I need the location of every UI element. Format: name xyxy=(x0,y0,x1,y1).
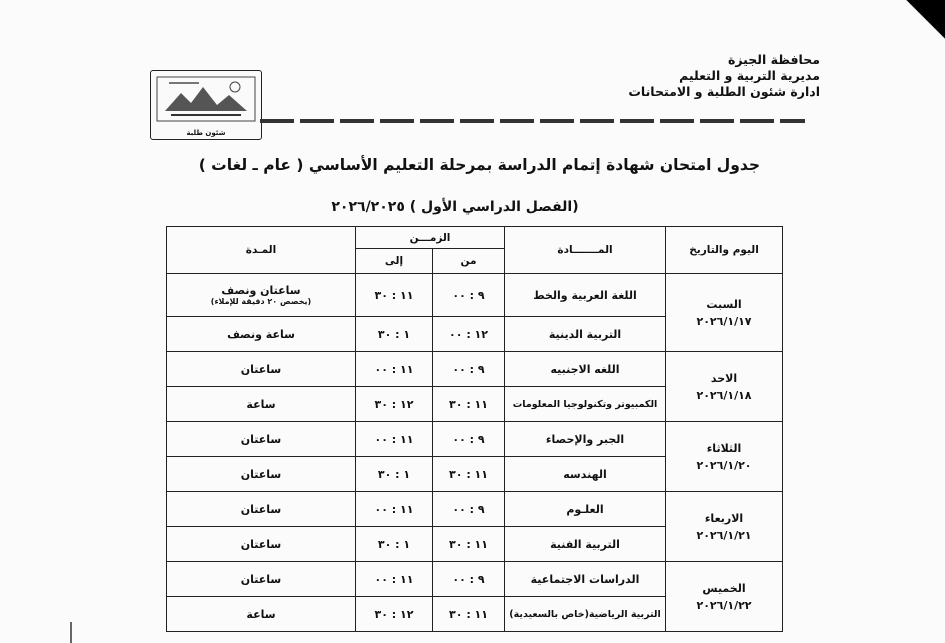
header-line: محافظة الجيزة xyxy=(728,52,820,67)
from-cell: ١١ : ٣٠ xyxy=(433,527,505,562)
page-corner-shadow xyxy=(905,0,945,45)
from-cell: ٩ : ٠٠ xyxy=(433,274,505,317)
duration-text: ساعتان ونصف xyxy=(221,284,301,297)
official-seal xyxy=(150,70,262,140)
table-row xyxy=(167,562,783,597)
day-date: ٢٠٢٦/١/٢١ xyxy=(696,528,752,542)
duration-cell: ساعة xyxy=(167,597,356,632)
table-row xyxy=(167,422,783,457)
scan-mark xyxy=(70,622,72,643)
header-line: مديرية التربية و التعليم xyxy=(679,68,820,83)
duration-note: (يخصص ٢٠ دقيقة للإملاء) xyxy=(210,297,312,306)
day-name: الثلاثاء xyxy=(706,441,742,455)
day-date: ٢٠٢٦/١/١٨ xyxy=(696,388,752,402)
seal-caption: شئون طلبة xyxy=(186,129,226,137)
separator-line xyxy=(260,119,805,123)
day-name: السبت xyxy=(706,297,742,311)
table-row xyxy=(167,352,783,387)
from-cell: ١٢ : ٠٠ xyxy=(433,317,505,352)
duration-cell: ساعتان xyxy=(167,562,356,597)
subject-cell: اللغة العربية والخط xyxy=(505,274,666,317)
header-duration: المـدة xyxy=(167,227,356,274)
day-name: الاربعاء xyxy=(704,511,744,525)
day-cell xyxy=(666,352,783,422)
duration-cell xyxy=(167,274,356,317)
page-title: جدول امتحان شهادة إتمام الدراسة بمرحلة التعليم الأساسي ( عام ـ لغات ) xyxy=(198,156,760,174)
header-to: إلى xyxy=(356,249,433,274)
issuer-header xyxy=(628,52,820,100)
from-cell: ٩ : ٠٠ xyxy=(433,492,505,527)
subject-cell: التربية الفنية xyxy=(505,527,666,562)
day-date: ٢٠٢٦/١/٢٠ xyxy=(696,458,752,472)
day-date: ٢٠٢٦/١/٢٢ xyxy=(696,598,752,612)
header-line: ادارة شئون الطلبة و الامتحانات xyxy=(628,84,820,99)
to-cell: ١١ : ٠٠ xyxy=(356,492,433,527)
subject-cell: الهندسه xyxy=(505,457,666,492)
day-cell xyxy=(666,562,783,632)
to-cell: ١ : ٣٠ xyxy=(356,317,433,352)
subject-cell: الكمبيوتر وتكنولوجيا المعلومات xyxy=(505,387,666,422)
from-cell: ٩ : ٠٠ xyxy=(433,422,505,457)
subject-cell: التربية الرياضية(خاص بالسعيدية) xyxy=(505,597,666,632)
page-subtitle: (الفصل الدراسي الأول ) ٢٠٢٦/٢٠٢٥ xyxy=(331,199,579,215)
to-cell: ١١ : ٠٠ xyxy=(356,352,433,387)
duration-cell: ساعتان xyxy=(167,527,356,562)
subject-cell: اللغه الاجنبيه xyxy=(505,352,666,387)
day-cell xyxy=(666,422,783,492)
table-row xyxy=(167,274,783,317)
day-cell xyxy=(666,492,783,562)
header-subject: المـــــــادة xyxy=(505,227,666,274)
from-cell: ٩ : ٠٠ xyxy=(433,352,505,387)
subject-cell: الدراسات الاجتماعية xyxy=(505,562,666,597)
subject-cell: العلـوم xyxy=(505,492,666,527)
from-cell: ١١ : ٣٠ xyxy=(433,387,505,422)
day-name: الاحد xyxy=(710,371,738,385)
duration-cell: ساعة ونصف xyxy=(167,317,356,352)
duration-cell: ساعتان xyxy=(167,352,356,387)
subject-cell: التربية الدينية xyxy=(505,317,666,352)
from-cell: ١١ : ٣٠ xyxy=(433,597,505,632)
exam-schedule-table xyxy=(166,226,783,632)
header-from: من xyxy=(433,249,505,274)
subject-cell: الجبر والإحصاء xyxy=(505,422,666,457)
to-cell: ١٢ : ٣٠ xyxy=(356,387,433,422)
header-day: اليوم والتاريخ xyxy=(666,227,783,274)
duration-cell: ساعتان xyxy=(167,422,356,457)
day-cell xyxy=(666,274,783,352)
to-cell: ١ : ٣٠ xyxy=(356,527,433,562)
from-cell: ١١ : ٣٠ xyxy=(433,457,505,492)
to-cell: ١ : ٣٠ xyxy=(356,457,433,492)
to-cell: ١١ : ٠٠ xyxy=(356,422,433,457)
duration-cell: ساعة xyxy=(167,387,356,422)
header-time: الزمـــن xyxy=(356,227,505,249)
from-cell: ٩ : ٠٠ xyxy=(433,562,505,597)
table-row xyxy=(167,492,783,527)
to-cell: ١١ : ٣٠ xyxy=(356,274,433,317)
duration-cell: ساعتان xyxy=(167,457,356,492)
day-name: الخميس xyxy=(702,581,746,595)
duration-cell: ساعتان xyxy=(167,492,356,527)
to-cell: ١١ : ٠٠ xyxy=(356,562,433,597)
day-date: ٢٠٢٦/١/١٧ xyxy=(696,314,752,328)
to-cell: ١٢ : ٣٠ xyxy=(356,597,433,632)
